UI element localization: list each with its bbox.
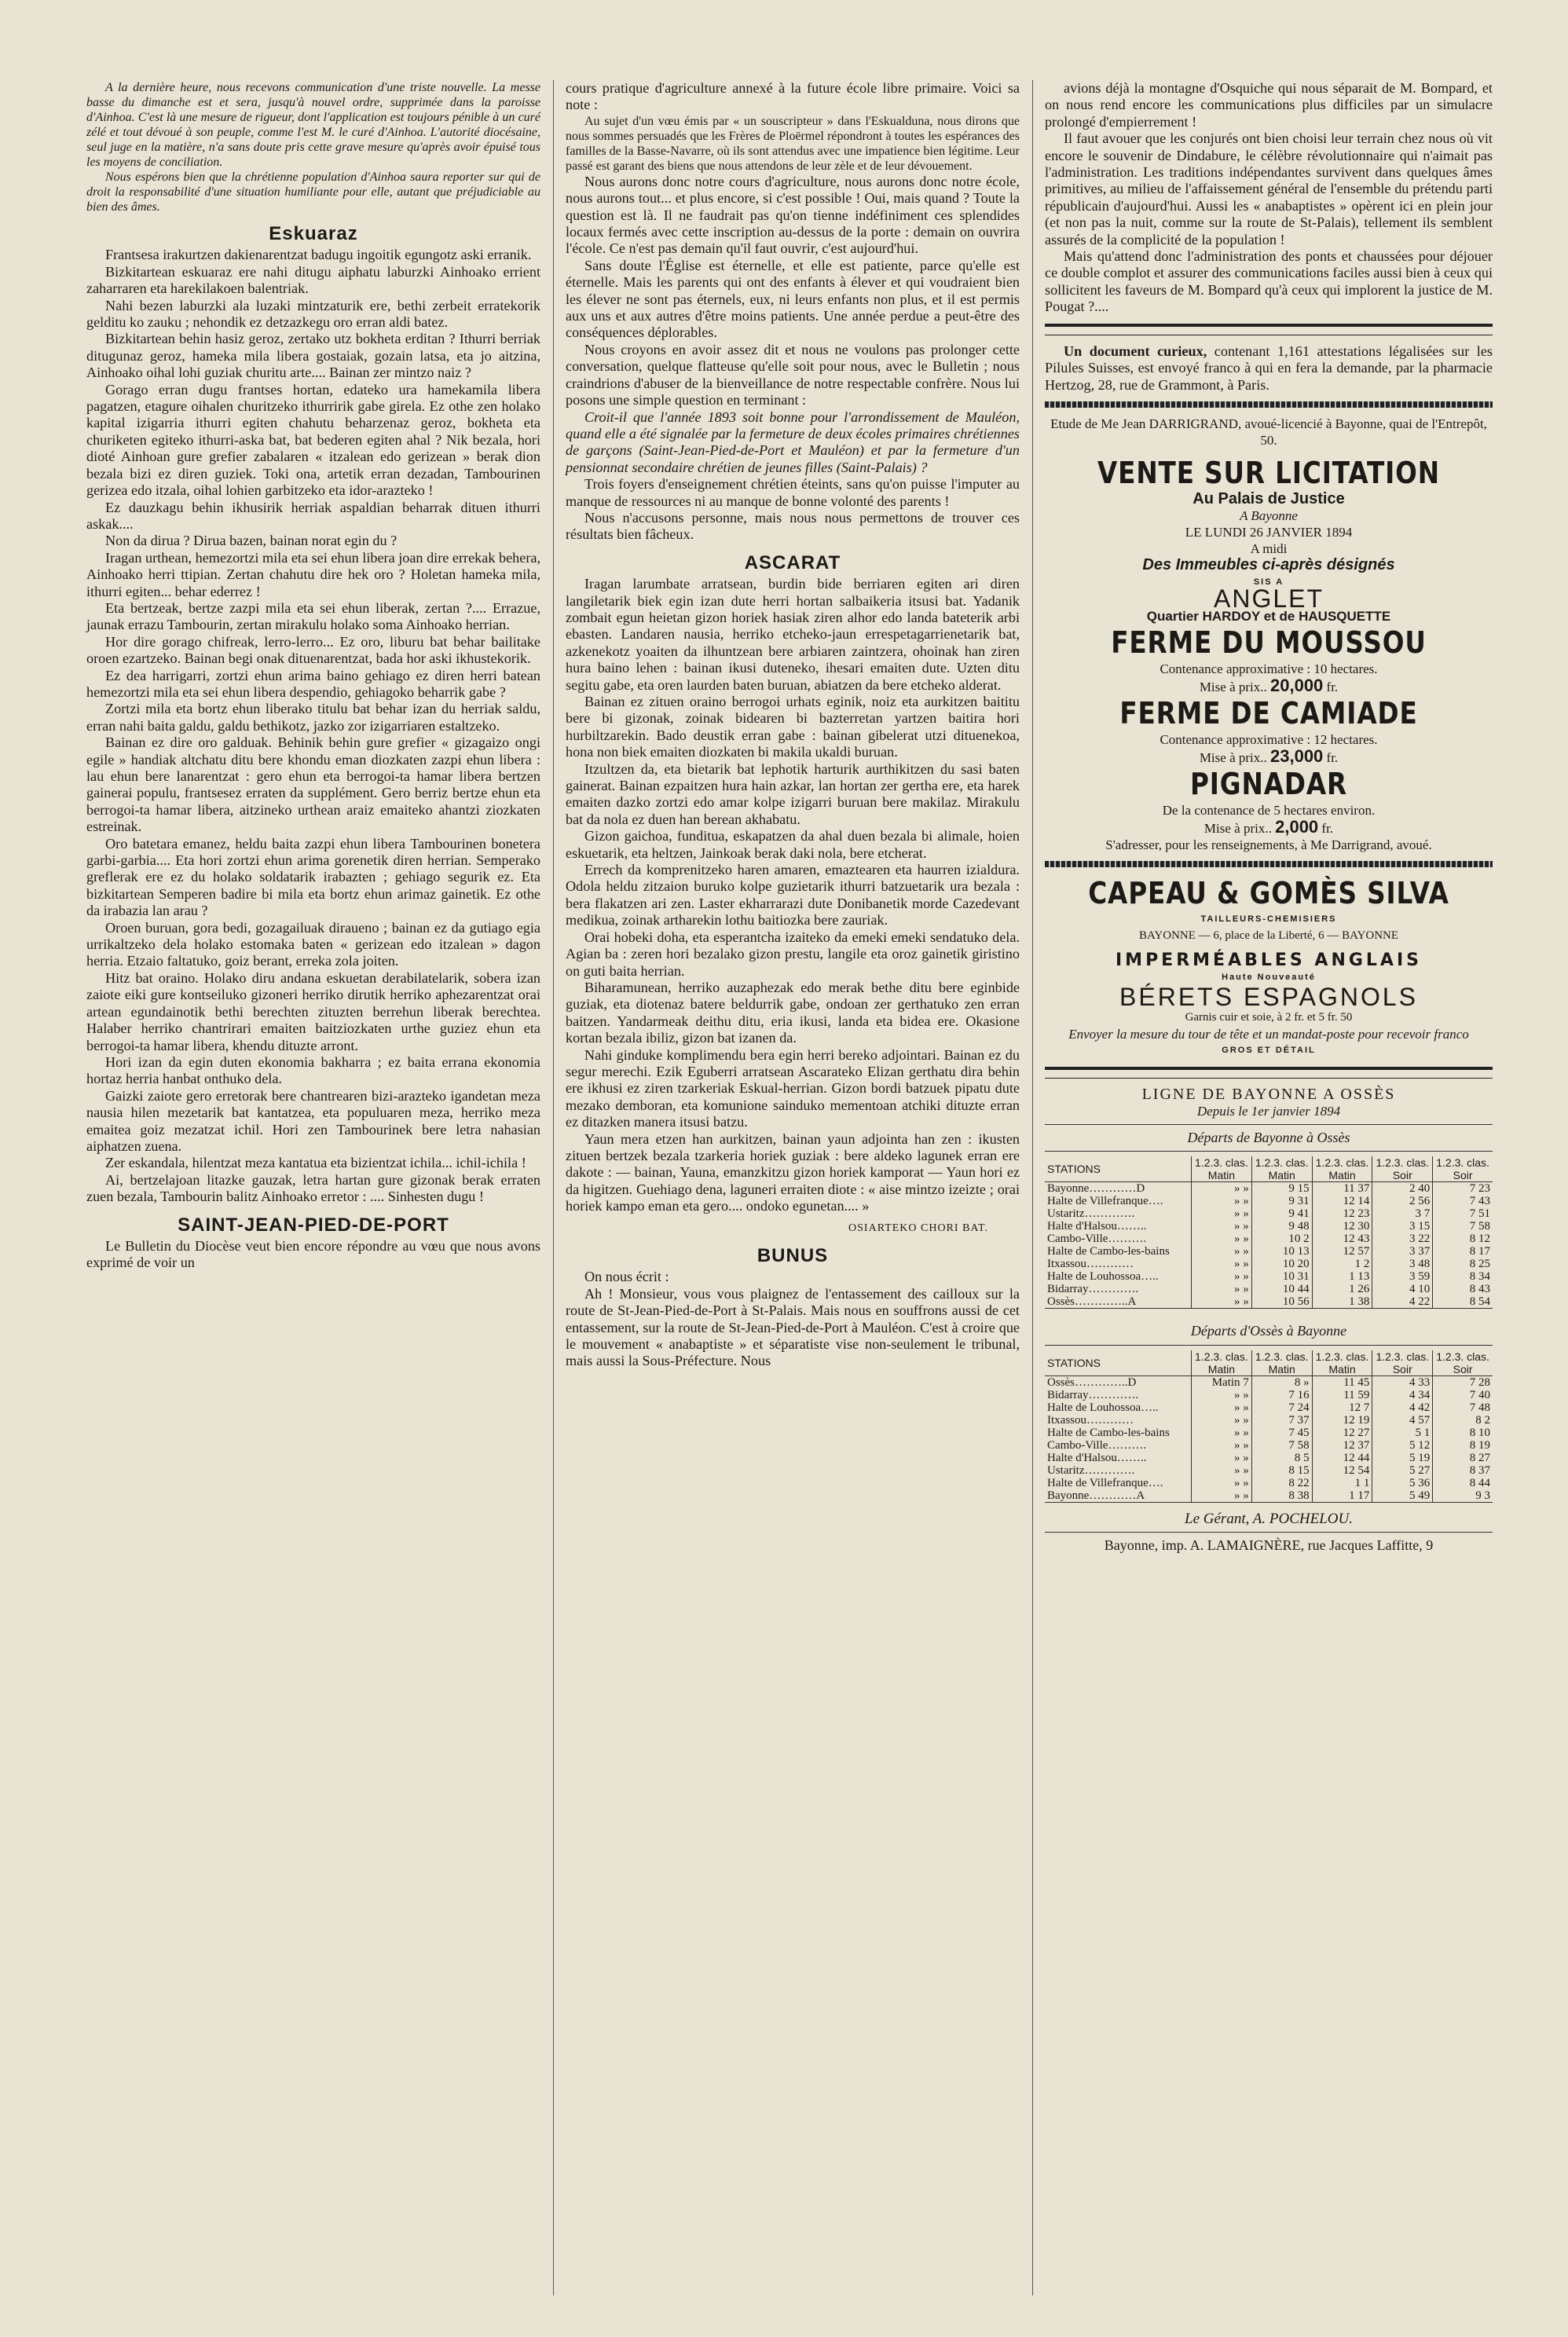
section-heading: ASCARAT: [744, 551, 841, 573]
table-row: [1045, 1464, 1493, 1477]
table-cell: 8 2: [1433, 1414, 1493, 1427]
article-paragraph: Hori izan da egin duten ekonomia bakharra ; ez baita errana ekonomia hortaz herria hanbat onthuko dela.: [86, 1053, 540, 1087]
class-header: 1.2.3. clas. Matin: [1251, 1156, 1312, 1182]
table-row: [1045, 1389, 1493, 1401]
berets-price: Garnis cuir et soie, à 2 fr. et 5 fr. 50: [1185, 1010, 1353, 1024]
table-row: [1045, 1414, 1493, 1427]
table-cell: » »: [1192, 1489, 1252, 1503]
table-cell: Bidarray………….: [1047, 1283, 1139, 1296]
table-cell: 7 43: [1433, 1195, 1493, 1207]
table-cell: 8 38: [1251, 1489, 1312, 1503]
article-paragraph: Mais qu'attend donc l'administration des ponts et chaussées pour déjouer ce double complot et assurer des communications faciles aussi bien à ceux qui sollicitent les faveurs de M. Bompard qu'à ceux qui implorent la justice de M. Pougat ?....: [1045, 248, 1493, 315]
class-header: 1.2.3. clas. Matin: [1192, 1350, 1252, 1376]
table-cell: 9 48: [1251, 1220, 1312, 1233]
bunus-continued: [1045, 80, 1493, 316]
column-3: [1045, 80, 1493, 1555]
table-row: [1045, 1489, 1493, 1503]
table-cell: Halte de Cambo-les-bains: [1047, 1245, 1170, 1258]
table-cell: 8 43: [1433, 1283, 1493, 1295]
article-paragraph: Bainan ez dire oro galduak. Behinik behin gure grefier « gizagaizo ongi egile » handiak altchatu ditu bere khondu eman diozkaten zazpi ehun libera : lau ehun bere lanarentzat : gero ehun eta berrogoi-ta hamar libera bertzen gainerai populu, frantsesez erraten da supplément. Gero berriz bertze ehun eta berrogoi-ta hamar libera, aitzineko urthean araiz emaiteko ahantzi ziozkaten estreinak.: [86, 734, 540, 835]
table-cell: 12 7: [1312, 1401, 1372, 1414]
table-cell: Halte d'Halsou……..: [1047, 1451, 1147, 1464]
table-cell: Cambo-Ville……….: [1047, 1233, 1147, 1246]
table-cell: 8 27: [1433, 1452, 1493, 1464]
table-cell: 7 40: [1433, 1389, 1493, 1401]
article-paragraph: Nous aurons donc notre cours d'agriculture, nous aurons donc notre école, nous aurons tout... et plus encore, si c'est possible ! Oui, mais quand ? Toute la question est là. Il ne faudrait pas qu'on tienne indéfiniment ces splendides locaux fermés avec cette inscription au-dessus de la porte : demain on ouvrira l'école. Ce n'est pas demain qu'il faut ouvrir, c'est aujourd'hui.: [566, 173, 1020, 257]
renseign-line: S'adresser, pour les renseignements, à Me Darrigrand, avoué.: [1105, 837, 1432, 852]
article-paragraph: On nous écrit :: [584, 1269, 669, 1285]
table-cell: » »: [1192, 1195, 1252, 1207]
table-cell: Halte de Villefranque….: [1047, 1476, 1163, 1489]
article-paragraph: Sans doute l'Église est éternelle, et elle est patiente, parce qu'elle est éternelle. Mais les parents qui ont des enfants à élever et qui voudraient bien les élever ne sont pas éternels, eux, ni leurs enfants non plus, et il est permis aux uns et aux autres d'être moins patients. Une année perdue a peut-être des conséquences déplorables.: [566, 257, 1020, 341]
table-cell: 7 45: [1251, 1427, 1312, 1439]
class-header: 1.2.3. clas. Matin: [1312, 1156, 1372, 1182]
lot-desc: Contenance approximative : 10 hectares.: [1160, 661, 1378, 676]
table-cell: Ustaritz………….: [1047, 1463, 1135, 1477]
table-cell: 3 7: [1372, 1207, 1433, 1220]
price-label: Mise à prix..: [1203, 820, 1272, 836]
article-paragraph: Iragan urthean, hemezortzi mila eta sei ehun libera joan dire errekak behera, Ainhoako herri ttipian. Zertan chahutu dire hek oro ? Holetan hameka mila, ithurri egiten... behar ederrez !: [86, 549, 540, 599]
table-row: [1045, 1258, 1493, 1270]
table-cell: 4 33: [1372, 1375, 1433, 1389]
table-cell: 10 44: [1251, 1283, 1312, 1295]
article-paragraph: Zer eskandala, hilentzat meza kantatua eta bizientzat ichila... ichil-ichila !: [105, 1155, 526, 1171]
sis-line: SIS A: [1253, 577, 1284, 587]
ad-vente: [1045, 416, 1493, 853]
table-cell: 4 57: [1372, 1414, 1433, 1427]
class-header: 1.2.3. clas. Soir: [1433, 1350, 1493, 1376]
nouveaute-line: Haute Nouveauté: [1222, 972, 1316, 982]
table-cell: 8 5: [1251, 1452, 1312, 1464]
table-cell: 8 15: [1251, 1464, 1312, 1477]
separator: [1045, 401, 1493, 408]
lot-price-line: [1045, 816, 1493, 837]
table-cell: 12 57: [1312, 1245, 1372, 1258]
capeau-title: CAPEAU & GOMÈS SILVA: [1088, 875, 1449, 910]
article-paragraph: Ah ! Monsieur, vous vous plaignez de l'entassement des cailloux sur la route de St-Jean-Pied-de-Port à St-Palais. Mais nous en souffrons aussi de cet entassement, sur la route de St-Jean-Pied-de-Port à Mauléon. C'est à croire que le mouvement « anabaptiste » et séparatiste vise non-seulement le tribunal, mais aussi la Sous-Préfecture. Nous: [566, 1285, 1020, 1369]
table-cell: 4 22: [1372, 1295, 1433, 1309]
table-cell: » »: [1192, 1439, 1252, 1452]
article-paragraph: Orai hobeki doha, eta esperantcha izaiteko da emeki emeki sendatuko dela. Agian ba : zeren hori bezalako gizon prestu, langile eta oroz gainetik giristino on guti baita herrian.: [566, 929, 1020, 979]
immeubles-line: Des Immeubles ci-après désignés: [1142, 556, 1395, 574]
lot-desc: Contenance approximative : 12 hectares.: [1160, 731, 1378, 747]
table-cell: 10 13: [1251, 1245, 1312, 1258]
table-cell: 1 1: [1312, 1477, 1372, 1489]
article-paragraph: Non da dirua ? Dirua bazen, bainan norat egin du ?: [105, 533, 397, 549]
table-row: [1045, 1427, 1493, 1439]
table-row: [1045, 1477, 1493, 1489]
table-cell: 8 25: [1433, 1258, 1493, 1270]
table-row: [1045, 1270, 1493, 1283]
table-cell: 11 45: [1312, 1375, 1372, 1389]
table-cell: 11 59: [1312, 1389, 1372, 1401]
table-cell: 12 43: [1312, 1233, 1372, 1245]
table-cell: Itxassou…………: [1047, 1413, 1134, 1427]
article-paragraph: Le Bulletin du Diocèse veut bien encore répondre au vœu que nous avons exprimé de voir un: [86, 1237, 540, 1271]
table-row: [1045, 1233, 1493, 1245]
table-cell: 12 37: [1312, 1439, 1372, 1452]
table-row: [1045, 1283, 1493, 1295]
price-unit: fr.: [1326, 679, 1339, 694]
ad-capeau: [1045, 875, 1493, 1059]
table-cell: 8 10: [1433, 1427, 1493, 1439]
table-row: [1045, 1375, 1493, 1389]
article-paragraph: Ez dauzkagu behin ikhusirik herriak aspaldian beharrak dituen ithurri askak....: [86, 499, 540, 532]
table-cell: Halte de Louhossoa…..: [1047, 1270, 1159, 1284]
price-label: Mise à prix..: [1199, 749, 1267, 765]
lots-list: [1045, 625, 1493, 837]
column-1: [86, 80, 540, 1272]
price-label: Mise à prix..: [1199, 679, 1267, 694]
table-cell: » »: [1192, 1245, 1252, 1258]
article-paragraph: Bizkitartean eskuaraz ere nahi ditugu aiphatu laburzki Ainhoako errient zaharraren eta harekilakoen balentriak.: [86, 263, 540, 297]
column-2: [566, 80, 1020, 1370]
article-paragraph: Errech da komprenitzeko haren amaren, emaztearen eta haurren izialdura. Odola heldu zitzaion buruko kolpe guzietarik ithurri batzuetarik ura bezala : bera flakatzen ari zen. Laster ekharrarazi dute Donibanetik morde Cazedevant medikua, zoinak artharekin lothu baitiozka bere zauriak.: [566, 862, 1020, 929]
price-value: 23,000: [1270, 745, 1324, 766]
article-paragraph: Bizkitartean behin hasiz geroz, zertako utz bokheta erditan ? Ithurri berriak ditugunaz geroz, hameka mila libera gostaiak, gozain latsa, eta jo aitzina, Ainhoako oihal lohi guziak churitu arte.... Bainan zer mintzo naiz ?: [86, 331, 540, 381]
table-cell: 1 2: [1312, 1258, 1372, 1270]
table-row: [1045, 1401, 1493, 1414]
article-paragraph: Oroen buruan, gora bedi, gozagailuak diraueno ; bainan ez da gutiago egia urrikaltzeko dela holako estomaka baten « gerizean edo itzalean » dagon herria. Etzaio faltatuko, goiz berant, erreka zola joiten.: [86, 919, 540, 969]
article-paragraph: Iragan larumbate arratsean, burdin bide berriaren egiten ari diren langiletarik biek egin izan dute herri hortan salbaikeria itsusi bat. Yadanik zombait egun heietan gizon horiek hasiak ziren alhor edo landa bateterik arbi ebasten. Landaren nausia, herriko etcheko-jaun errespetagarrienetarik bat, azkenekotz yoaiten da ilhuntzean bere arbiaren zaintzera, ohoinak han ziren hura baino lehen : bainan ikusi duteneko, ihesari emaiten dute. Uzten ditu segitu gabe, eta oren laurden baten buruan, abiatzen da bere etcheko alderat.: [566, 576, 1020, 693]
separator: [1045, 324, 1493, 335]
article-paragraph: Zortzi mila eta bortz ehun liberako titulu bat behar izan du herriak saldu, erran nahi baita galdu, galdu bethikotz, jazko zor izigarriaren estaltzeko.: [86, 701, 540, 734]
table-cell: 7 37: [1251, 1414, 1312, 1427]
article-paragraph: avions déjà la montagne d'Osquiche qui nous séparait de M. Bompard, et on nous rend encore les communications plus difficiles par un simulacre prolongé d'empierrement !: [1045, 80, 1493, 130]
section-heading: BUNUS: [757, 1245, 829, 1266]
lot-name: FERME DE CAMIADE: [1119, 695, 1418, 731]
table-cell: Bayonne…………A: [1045, 1489, 1192, 1503]
table-cell: 7 24: [1251, 1401, 1312, 1414]
table-title: Départs d'Ossès à Bayonne: [1190, 1323, 1347, 1339]
article-paragraph: Biharamunean, herriko auzaphezak edo merak bethe ditu bere eginbide guziak, eta diotenaz batere beldurrik gabe, ondoan zer gerthatuko zen erran baitzen. Yandarmeak deithu ditu, eria ikusi, landa eta bidea ere. Okasione kortan bezala ibiliz, gizon bat izanen da.: [566, 979, 1020, 1046]
article-paragraph: Gaizki zaiote gero erretorak bere chantrearen bizi-arazteko igandetan meza nausia hilen mezetarik bat kantatzea, eta populuaren meza, herriko meza emaitea goiz mezatzat ichil. Hori zen Tambourinek bere letra nahasian aiphatzen zuena.: [86, 1087, 540, 1154]
table-cell: 12 44: [1312, 1452, 1372, 1464]
table-cell: 3 59: [1372, 1270, 1433, 1283]
table-cell: 7 28: [1433, 1375, 1493, 1389]
table-cell: 8 17: [1433, 1245, 1493, 1258]
article-paragraph: Il faut avouer que les conjurés ont bien choisi leur terrain chez nous où vit encore le souvenir de Dindabure, le célèbre révolutionnaire qui n'aimait pas l'administration. Les traditions indépendantes survivent dans quelques âmes primitives, au milieu de l'affaissement général de l'ensemble du prétendu parti républicain d'aujourd'hui. Aussi les « anabaptistes » opèrent ici en plein jour (et non pas la nuit, comme sur la route de St-Palais), tellement ils semblent assurés de la complicité de la population !: [1045, 130, 1493, 247]
berets-title: BÉRETS ESPAGNOLS: [1119, 983, 1418, 1012]
class-header: 1.2.3. clas. Soir: [1433, 1156, 1493, 1182]
article-paragraph: Itzultzen da, eta bietarik bat lephotik harturik aurthikitzen du sasi baten gainerat. Bainan ezpaitzen hura hain azkar, lan hortan zer gertha ere, eta harek emaiten dazko zortzi edo amar kolpe izigarri buruan bere makilaz. Mirakulu bat da nola ez duen han berean akhabatu.: [566, 760, 1020, 827]
quoted-note: Au sujet d'un vœu émis par « un souscripteur » dans l'Eskualduna, nous dirons que nous sommes persuadés que les Frères de Ploërmel répondront à toutes les espérances des familles de la Basse-Navarre, où ils sont attendus avec une impatience bien légitime. Leur passé est garant des biens que nous attendons de leur zèle et de leur dévouement.: [566, 114, 1020, 173]
depuis-line: Depuis le 1er janvier 1894: [1196, 1103, 1341, 1119]
table-cell: 8 34: [1433, 1270, 1493, 1283]
signature: OSIARTEKO CHORI BAT.: [848, 1222, 988, 1234]
table-cell: 12 30: [1312, 1220, 1372, 1233]
column-rule: [553, 80, 554, 2295]
table-cell: 8 37: [1433, 1464, 1493, 1477]
section-heading: SAINT-JEAN-PIED-DE-PORT: [178, 1214, 449, 1236]
article-paragraph: Ai, bertzelajoan litazke gauzak, letra hartan gure gizonak berak erraten zuen bezala, Tambourin balitz Ainhoako erretor : .... Sinhesten dugu !: [86, 1171, 540, 1205]
article-paragraph: Eta bertzeak, bertze zazpi mila eta sei ehun liberak, zertan ?.... Errazue, jaunak errazu Tambourin, zertan mirakulu holako soma Ainhoako herrian.: [86, 599, 540, 633]
article-paragraph: Ez dea harrigarri, zortzi ehun arima baino gehiago ez diren herri batean hemezortzi mila eta sei ehun libera despendio, gehiagoko beharrik gabe ?: [86, 667, 540, 700]
table-cell: 5 49: [1372, 1489, 1433, 1503]
table-cell: Halte de Villefranque….: [1047, 1195, 1163, 1208]
table-row: [1045, 1452, 1493, 1464]
table-cell: 8 »: [1251, 1375, 1312, 1389]
lot-item: [1045, 766, 1493, 837]
table-cell: 7 58: [1433, 1220, 1493, 1233]
table-cell: » »: [1192, 1283, 1252, 1295]
table-cell: 7 48: [1433, 1401, 1493, 1414]
table-cell: 9 31: [1251, 1195, 1312, 1207]
table-row: [1045, 1220, 1493, 1233]
table-cell: Bayonne…………D: [1047, 1182, 1145, 1196]
table-cell: 10 56: [1251, 1295, 1312, 1309]
city-line: A Bayonne: [1240, 508, 1298, 524]
lot-name: PIGNADAR: [1189, 766, 1348, 801]
article-paragraph: Nous n'accusons personne, mais nous nous permettons de trouver ces résultats bien fâcheux.: [566, 509, 1020, 543]
table-cell: 10 20: [1251, 1258, 1312, 1270]
ligne-title: LIGNE DE BAYONNE A OSSÈS: [1141, 1085, 1396, 1103]
table-cell: Ossès…………..A: [1045, 1295, 1192, 1309]
article-paragraph: Trois foyers d'enseignement chrétien éteints, sans qu'on puisse l'imputer au manque de ressources ni au manque de bonne volonté des parents !: [566, 476, 1020, 509]
table-cell: 5 27: [1372, 1464, 1433, 1477]
table-cell: Cambo-Ville……….: [1047, 1438, 1147, 1452]
table-cell: 7 23: [1433, 1182, 1493, 1196]
table-cell: » »: [1192, 1270, 1252, 1283]
table-cell: 4 42: [1372, 1401, 1433, 1414]
table-cell: 5 1: [1372, 1427, 1433, 1439]
table-cell: » »: [1192, 1258, 1252, 1270]
table-cell: 3 15: [1372, 1220, 1433, 1233]
table-cell: 5 36: [1372, 1477, 1433, 1489]
lot-desc: De la contenance de 5 hectares environ.: [1162, 802, 1376, 818]
stations-header: STATIONS: [1045, 1156, 1192, 1182]
table-cell: » »: [1192, 1207, 1252, 1220]
table-cell: 4 34: [1372, 1389, 1433, 1401]
table-row: [1045, 1207, 1493, 1220]
table-cell: 12 27: [1312, 1427, 1372, 1439]
table-cell: 1 26: [1312, 1283, 1372, 1295]
ascarat-article: [566, 576, 1020, 1214]
article-paragraph: Gorago erran dugu frantses hortan, edateko ura hamekamila libera pagatzen, etagure oihalen churitzeko ithurririk gabe girela. Ez othe zen holako kapital izigarria ithurri egiten chahutu beharzenaz geroz, bokheta eta churiketen egiteko ithurri-aska bat, bat bederen egiten ahal ? Nik bezala, hori dioté Ainhoan gure grefier zabalaren « itzalean edo gerizean » berak dion bezala bizi ez diren guziek. Toki ona, artetik erran dezadan, Tambourinen gerizea edo itzala, oihal lohien garbitzeko eta idor-arazteko !: [86, 381, 540, 499]
table-cell: 9 3: [1433, 1489, 1493, 1503]
table-cell: » »: [1192, 1464, 1252, 1477]
table-cell: » »: [1192, 1452, 1252, 1464]
table-title: Départs de Bayonne à Ossès: [1187, 1129, 1350, 1145]
lot-item: [1045, 695, 1493, 766]
table-cell: Matin 7: [1192, 1375, 1252, 1389]
table-cell: 10 2: [1251, 1233, 1312, 1245]
table-cell: » »: [1192, 1414, 1252, 1427]
class-header: 1.2.3. clas. Soir: [1372, 1156, 1433, 1182]
class-header: 1.2.3. clas. Matin: [1192, 1156, 1252, 1182]
class-header: 1.2.3. clas. Matin: [1312, 1350, 1372, 1376]
gros-detail: GROS ET DÉTAIL: [1222, 1045, 1316, 1055]
lot-price-line: [1045, 745, 1493, 766]
table-cell: 9 15: [1251, 1182, 1312, 1196]
table-cell: » »: [1192, 1477, 1252, 1489]
table-cell: 1 38: [1312, 1295, 1372, 1309]
article-paragraph: Frantsesa irakurtzen dakienarentzat badugu ingoitik egungotz aski erranik.: [105, 247, 532, 263]
table-cell: 8 19: [1433, 1439, 1493, 1452]
table-cell: 9 41: [1251, 1207, 1312, 1220]
article-paragraph: Bainan ez zituen oraino berrogoi urhats eginik, noiz eta aurkitzen baititu bere bi gizonak, zoinak bidearen bi bazterretan yartzen baitira hori hurbiltzarekin. Bado deustik erran gabe : bainan gibelerat utzi dituenekoa, hona non biek emaiten diozkaten bi makila ukaldi buruan.: [566, 694, 1020, 760]
gerant-line: Le Gérant, A. POCHELOU.: [1185, 1510, 1353, 1527]
lot-price-line: [1045, 677, 1493, 695]
bunus-article: [566, 1269, 1020, 1369]
article-paragraph: Gizon gaichoa, funditua, eskapatzen da ahal duen bezala bi alimale, hoien eskuetarik, eta heltzen, Jainkoak berak daki nola, bere etcherat.: [566, 828, 1020, 861]
table-cell: 3 22: [1372, 1233, 1433, 1245]
intro-paragraph: A la dernière heure, nous recevons communication d'une triste nouvelle. La messe basse du dimanche est et sera, jusqu'à nouvel ordre, supprimée dans la paroisse d'Ainhoa. C'est là une mesure de rigueur, dont l'application est toujours pénible à un curé zélé et tout dévoué à son peuple, comme l'est M. le curé d'Ainhoa. L'autorité diocésaine, seul juge en la matière, n'a sans doute pris cette grave mesure qu'après avoir épuisé tous les moyens de conciliation.: [86, 81, 540, 169]
article-paragraph: Oro batetara emanez, heldu baita zazpi ehun libera Tambourinen bonetera garbi-garbia.... Eta hori zortzi ehun arima gorenetik diren herrian. Semperako greflerak ere ez du holako soldatarik irabazten ; gehiago segurik ez. Eta bizkitartean Semperen badire bi mila eta bortz ehun arimaz gainetik. Ez othe da irabazia lan arau ?: [86, 835, 540, 919]
price-unit: fr.: [1321, 820, 1334, 836]
table-cell: 8 54: [1433, 1295, 1493, 1309]
ad-pilules: [1045, 343, 1493, 394]
section-heading: Eskuaraz: [269, 223, 358, 244]
timetable-bayonne-osses: [1045, 1156, 1493, 1309]
article-paragraph: Nahi ginduke komplimendu bera egin herri bereko adjointari. Bainan ez du segur merechi. Ezik Eguberri arratsean Ascarateko Elizan gerthatu dira behin ere ikhusi ez ziren tzarkeriak Eskual-herrian. Gizon bordi batzuek pipatu dute mezako demboran, eta komunione sainduko mementoan atchiki dituzte erran ez ditazken manera itsusi batzu.: [566, 1046, 1020, 1130]
table-cell: Bidarray………….: [1047, 1388, 1139, 1401]
table-cell: » »: [1192, 1233, 1252, 1245]
table-cell: 3 37: [1372, 1245, 1433, 1258]
table-cell: 12 54: [1312, 1464, 1372, 1477]
table-cell: 2 56: [1372, 1195, 1433, 1207]
article-paragraph: Yaun mera etzen han aurkitzen, bainan yaun adjointa han zen : ikusten zituen bertzek bezala tzarkeria horiek guziak : bere aldeko lagunek erran ere dakote : — bainan, Yauna, emanzkitzu gizon horiek kamporat — Yaun hori ez da higitzen. Guehiago dena, laguneri erraiten diote : « aise mintzo izeizte ; orai horiek kampo eman eta gero.... ondoko egunetan.... »: [566, 1130, 1020, 1214]
lot-item: [1045, 625, 1493, 695]
table-cell: 8 22: [1251, 1477, 1312, 1489]
newspaper-page: [86, 80, 1493, 2295]
table-cell: 12 14: [1312, 1195, 1372, 1207]
column-rule: [1032, 80, 1033, 2295]
table-cell: » »: [1192, 1389, 1252, 1401]
date-line: LE LUNDI 26 JANVIER 1894: [1185, 525, 1353, 540]
impermeables-line: IMPERMÉABLES ANGLAIS: [1115, 951, 1422, 971]
table-cell: Halte de Louhossoa…..: [1047, 1401, 1159, 1414]
berets-note: Envoyer la mesure du tour de tête et un mandat-poste pour recevoir franco: [1068, 1026, 1469, 1042]
table-row: [1045, 1295, 1493, 1309]
article-paragraph: Hor dire gorago chifreak, lerro-lerro... Ez oro, liburu bat behar bailitake oroen ezartzeko. Bainan begi onak dituenarentzat, bada hor aski ikhustekorik.: [86, 633, 540, 667]
table-cell: 12 23: [1312, 1207, 1372, 1220]
palais-line: Au Palais de Justice: [1192, 489, 1345, 507]
ad-title: Un document curieux,: [1064, 342, 1207, 359]
table-cell: 4 10: [1372, 1283, 1433, 1295]
printer-line: Bayonne, imp. A. LAMAIGNÈRE, rue Jacques Laffitte, 9: [1104, 1537, 1434, 1554]
class-header: 1.2.3. clas. Matin: [1251, 1350, 1312, 1376]
table-cell: 2 40: [1372, 1182, 1433, 1196]
table-cell: 7 58: [1251, 1439, 1312, 1452]
quartier-line: Quartier HARDOY et de HAUSQUETTE: [1146, 608, 1391, 624]
stations-header: STATIONS: [1045, 1350, 1192, 1376]
table-cell: » »: [1192, 1182, 1252, 1196]
etude-line: Etude de Me Jean DARRIGRAND, avoué-licencié à Bayonne, quai de l'Entrepôt, 50.: [1050, 416, 1487, 448]
price-unit: fr.: [1326, 749, 1339, 765]
table-row: [1045, 1195, 1493, 1207]
table-cell: 7 16: [1251, 1389, 1312, 1401]
timetable: [1045, 1086, 1493, 1503]
table-cell: 7 51: [1433, 1207, 1493, 1220]
table-cell: » »: [1192, 1427, 1252, 1439]
price-value: 2,000: [1275, 816, 1319, 837]
article-paragraph: Nous croyons en avoir assez dit et nous ne voulons pas prolonger cette conversation, quelque flatteuse qu'elle soit pour nous, avec le Bulletin ; nous craindrions d'abuser de la bienveillance de notre respectable confrère. Nous lui posons une simple question en terminant :: [566, 341, 1020, 408]
vente-title: VENTE SUR LICITATION: [1097, 455, 1440, 490]
table-cell: 8 12: [1433, 1233, 1493, 1245]
table-row: [1045, 1182, 1493, 1196]
table-cell: » »: [1192, 1220, 1252, 1233]
article-paragraph: Croit-il que l'année 1893 soit bonne pour l'arrondissement de Mauléon, quand elle a été signalée par la fermeture de deux écoles primaires chrétiennes de garçons (Saint-Jean-Pied-de-Port et Mauléon) et par la fermeture d'un pensionnat secondaire chrétien de jeunes filles (Saint-Palais) ?: [566, 408, 1020, 475]
lot-name: FERME DU MOUSSOU: [1111, 625, 1427, 660]
tailleurs-line: TAILLEURS-CHEMISIERS: [1200, 914, 1337, 924]
table-row: [1045, 1439, 1493, 1452]
timetable-osses-bayonne: [1045, 1350, 1493, 1503]
intro-paragraph: Nous espérons bien que la chrétienne population d'Ainhoa saura reporter sur qui de droit la responsabilité d'une situation humiliante pour elle, autant que préjudiciable au bien des âmes.: [86, 170, 540, 214]
table-cell: 1 13: [1312, 1270, 1372, 1283]
separator: [1045, 861, 1493, 867]
table-cell: 1 17: [1312, 1489, 1372, 1503]
separator: [1045, 1067, 1493, 1079]
article-paragraph: Hitz bat oraino. Holako diru andana eskuetan derabilatelarik, sobera izan zaiote eiki gure kontseiluko gizoneri herriko dirutik herriko aphezarentzat orai artean egundainotik bethi berechten zituzten berrehun liberak berechtea. Halaber herriko chantrirari emaiten baitziozkaten urthe guziez ehun eta berrogoi-ta hamar libera, khendu dituzte arront.: [86, 969, 540, 1053]
capeau-address: BAYONNE — 6, place de la Liberté, 6 — BAYONNE: [1138, 929, 1399, 943]
bulletin-article: [566, 174, 1020, 544]
table-cell: 5 12: [1372, 1439, 1433, 1452]
table-cell: Ossès…………..D: [1047, 1375, 1137, 1389]
table-row: [1045, 1245, 1493, 1258]
table-cell: 11 37: [1312, 1182, 1372, 1196]
table-cell: Itxassou…………: [1047, 1258, 1134, 1271]
table-cell: » »: [1192, 1295, 1252, 1309]
article-paragraph: Nahi bezen laburzki ala luzaki mintzaturik ere, bethi zerbeit erratekorik gelditu ko zauku ; nehondik ez detzazkegu oro erran aldi batez.: [86, 297, 540, 331]
table-cell: Halte d'Halsou……..: [1047, 1220, 1147, 1233]
time-line: A midi: [1250, 541, 1288, 557]
table-cell: 5 19: [1372, 1452, 1433, 1464]
anglet-title: ANGLET: [1213, 584, 1324, 614]
price-value: 20,000: [1270, 675, 1324, 695]
eskuaraz-article: [86, 247, 540, 1205]
table-cell: Ustaritz………….: [1047, 1207, 1135, 1221]
table-cell: 3 48: [1372, 1258, 1433, 1270]
table-cell: 10 31: [1251, 1270, 1312, 1283]
table-cell: 8 44: [1433, 1477, 1493, 1489]
table-cell: 12 19: [1312, 1414, 1372, 1427]
table-cell: » »: [1192, 1401, 1252, 1414]
table-cell: Halte de Cambo-les-bains: [1047, 1426, 1170, 1439]
class-header: 1.2.3. clas. Soir: [1372, 1350, 1433, 1376]
ad-text: contenant 1,161 attestations légalisées sur les Pilules Suisses, est envoyé franco à qui en fera la demande, par la pharmacie Hertzog, 28, rue de Grammont, à Paris.: [1045, 342, 1493, 393]
article-paragraph: cours pratique d'agriculture annexé à la future école libre primaire. Voici sa note :: [566, 80, 1020, 113]
